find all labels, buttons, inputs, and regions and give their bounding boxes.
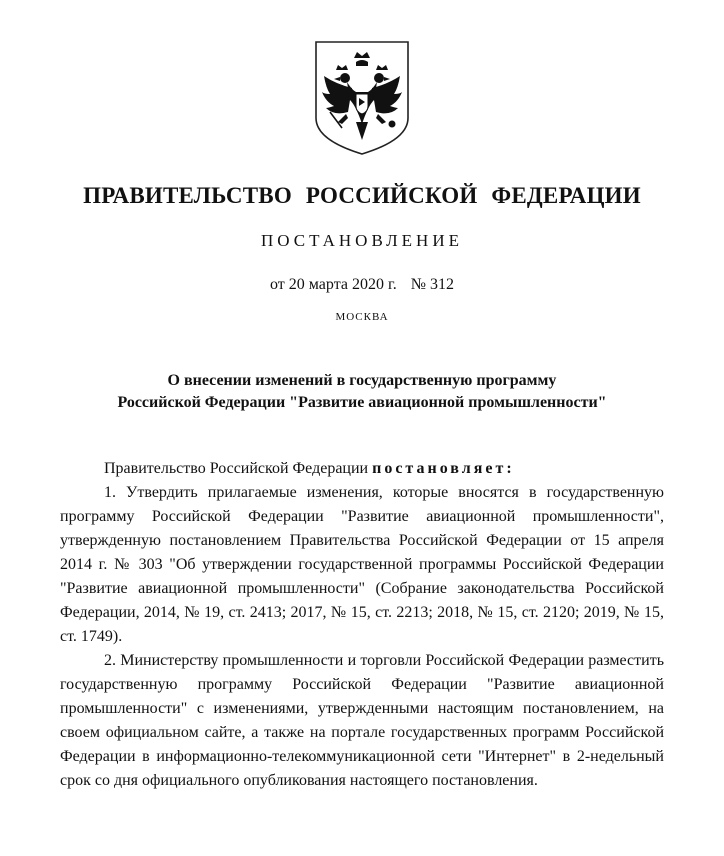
subject-line-1: О внесении изменений в государственную программу [167, 372, 557, 389]
document-type: ПОСТАНОВЛЕНИЕ [260, 231, 463, 250]
intro-lead: Правительство Российской Федерации [104, 460, 373, 477]
double-headed-eagle-emblem-icon [312, 40, 412, 156]
document-number: № 312 [410, 276, 454, 293]
document-body [60, 457, 664, 793]
government-title: ПРАВИТЕЛЬСТВО РОССИЙСКОЙ ФЕДЕРАЦИИ [83, 183, 641, 208]
intro-paragraph [60, 457, 664, 481]
subject-line-2: Российской Федерации "Развитие авиационной промышленности" [117, 394, 607, 411]
paragraph-item-1: 1. Утвердить прилагаемые изменения, которые вносятся в государственную программу Российской Федерации "Развитие авиационной промышленности", утвержденную постановлением Правительства Российской Федерации от 15 апреля 2014 г. № 303 "Об утверждении государственной программы Российской Федерации "Развитие авиационной промышленности" (Собрание законодательства Российской Федерации, 2014, № 19, ст. 2413; 2017, № 15, ст. 2213; 2018, № 15, ст. 2120; 2019, № 15, ст. 1749). [60, 484, 664, 645]
document-date: от 20 марта 2020 г. [270, 276, 397, 293]
document-subject [0, 370, 724, 414]
paragraph-item-2: 2. Министерству промышленности и торговли Российской Федерации разместить государственную программу Российской Федерации "Развитие авиационной промышленности" с изменениями, утвержденными настоящим постановлением, на своем официальном сайте, а также на портале государственных программ Российской Федерации в информационно-телекоммуникационной сети "Интернет" в 2-недельный срок со дня официального опубликования настоящего постановления. [60, 652, 664, 789]
date-and-number [0, 276, 724, 294]
intro-verb: постановляет: [372, 460, 515, 477]
issue-city: МОСКВА [335, 311, 389, 323]
